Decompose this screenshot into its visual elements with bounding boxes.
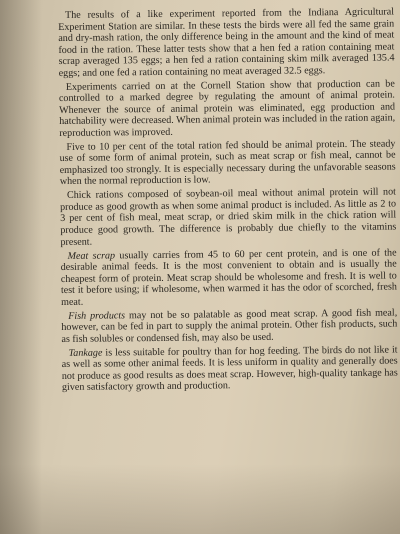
paragraph-text: may not be so palatable as good meat scrap. A good fish meal, however, can be fed in part to supply the animal protein. Other fish products, such as fish solubles or condensed fish, may also be used. [61, 307, 398, 345]
paragraph-text: Chick rations composed of soybean-oil meal without animal protein will not produce as good growth as when some animal product is included. As little as 2 to 3 per cent of fish meal, meat scrap, or dried skim milk in the chick ration will produce good growth. The difference is probably due chiefly to the vitamins present. [60, 186, 397, 248]
page-body-text [58, 6, 398, 396]
paragraph-lead: Tankage [68, 347, 103, 359]
paragraph-chick-rations [60, 187, 397, 248]
paragraph-text: usually carries from 45 to 60 per cent protein, and is one of the desirable animal feeds. It is the most convenient to obtain and is usually the cheapest form of protein. Meat scrap should be wholesome and fresh. It is well to test it before using; if wholesome, when warmed it has the odor of scorched, fresh meat. [60, 246, 397, 308]
paragraph-protein-percentage [59, 138, 395, 188]
paragraph-text: Experiments carried on at the Cornell Station show that production can be controlled to a marked degree by regulating the amount of animal protein. Whenever the source of animal protein was eliminated, egg production and hatchability were decreased. When animal protein was included in the ration again, reproduction was improved. [58, 78, 396, 139]
paragraph-text: is less suitable for poultry than for hog feeding. The birds do not like it as well as some other animal feeds. It is less uniform in quality and generally does not produce as good results as does meat scrap. However, high-quality tankage has given satisfactory growth and production. [61, 344, 398, 394]
paragraph-meat-scrap [61, 247, 398, 308]
paragraph-tankage [62, 344, 398, 394]
paragraph-fish-products [61, 307, 397, 345]
page-gutter-shadow [0, 0, 42, 534]
page-bottom-shadow [0, 464, 400, 534]
paragraph-text: The results of a like experiment reported from the Indiana Agricultural Experiment Station are similar. In these tests the birds were all fed the same grain and dry-mash ration, the only difference being in the amount and the kind of meat food in the ration. These latter tests show that a hen fed a ration containing meat scrap averaged 135 eggs; a hen fed a ration containing skim milk averaged 135.4 eggs; and one fed a ration containing no meat averaged 32.5 eggs. [58, 6, 395, 79]
paragraph-lead: Meat scrap [67, 249, 116, 262]
paragraph-cornell-experiment [59, 78, 396, 139]
paragraph-indiana-experiment [58, 6, 395, 79]
paragraph-text: Five to 10 per cent of the total ration fed should be animal protein. The steady use of some form of animal protein, such as meat scrap or fish meal, cannot be emphasized too strongly. It is especially necessary during the unfavorable seasons when the normal reproduction is low. [59, 138, 396, 188]
paragraph-lead: Fish products [68, 309, 126, 322]
